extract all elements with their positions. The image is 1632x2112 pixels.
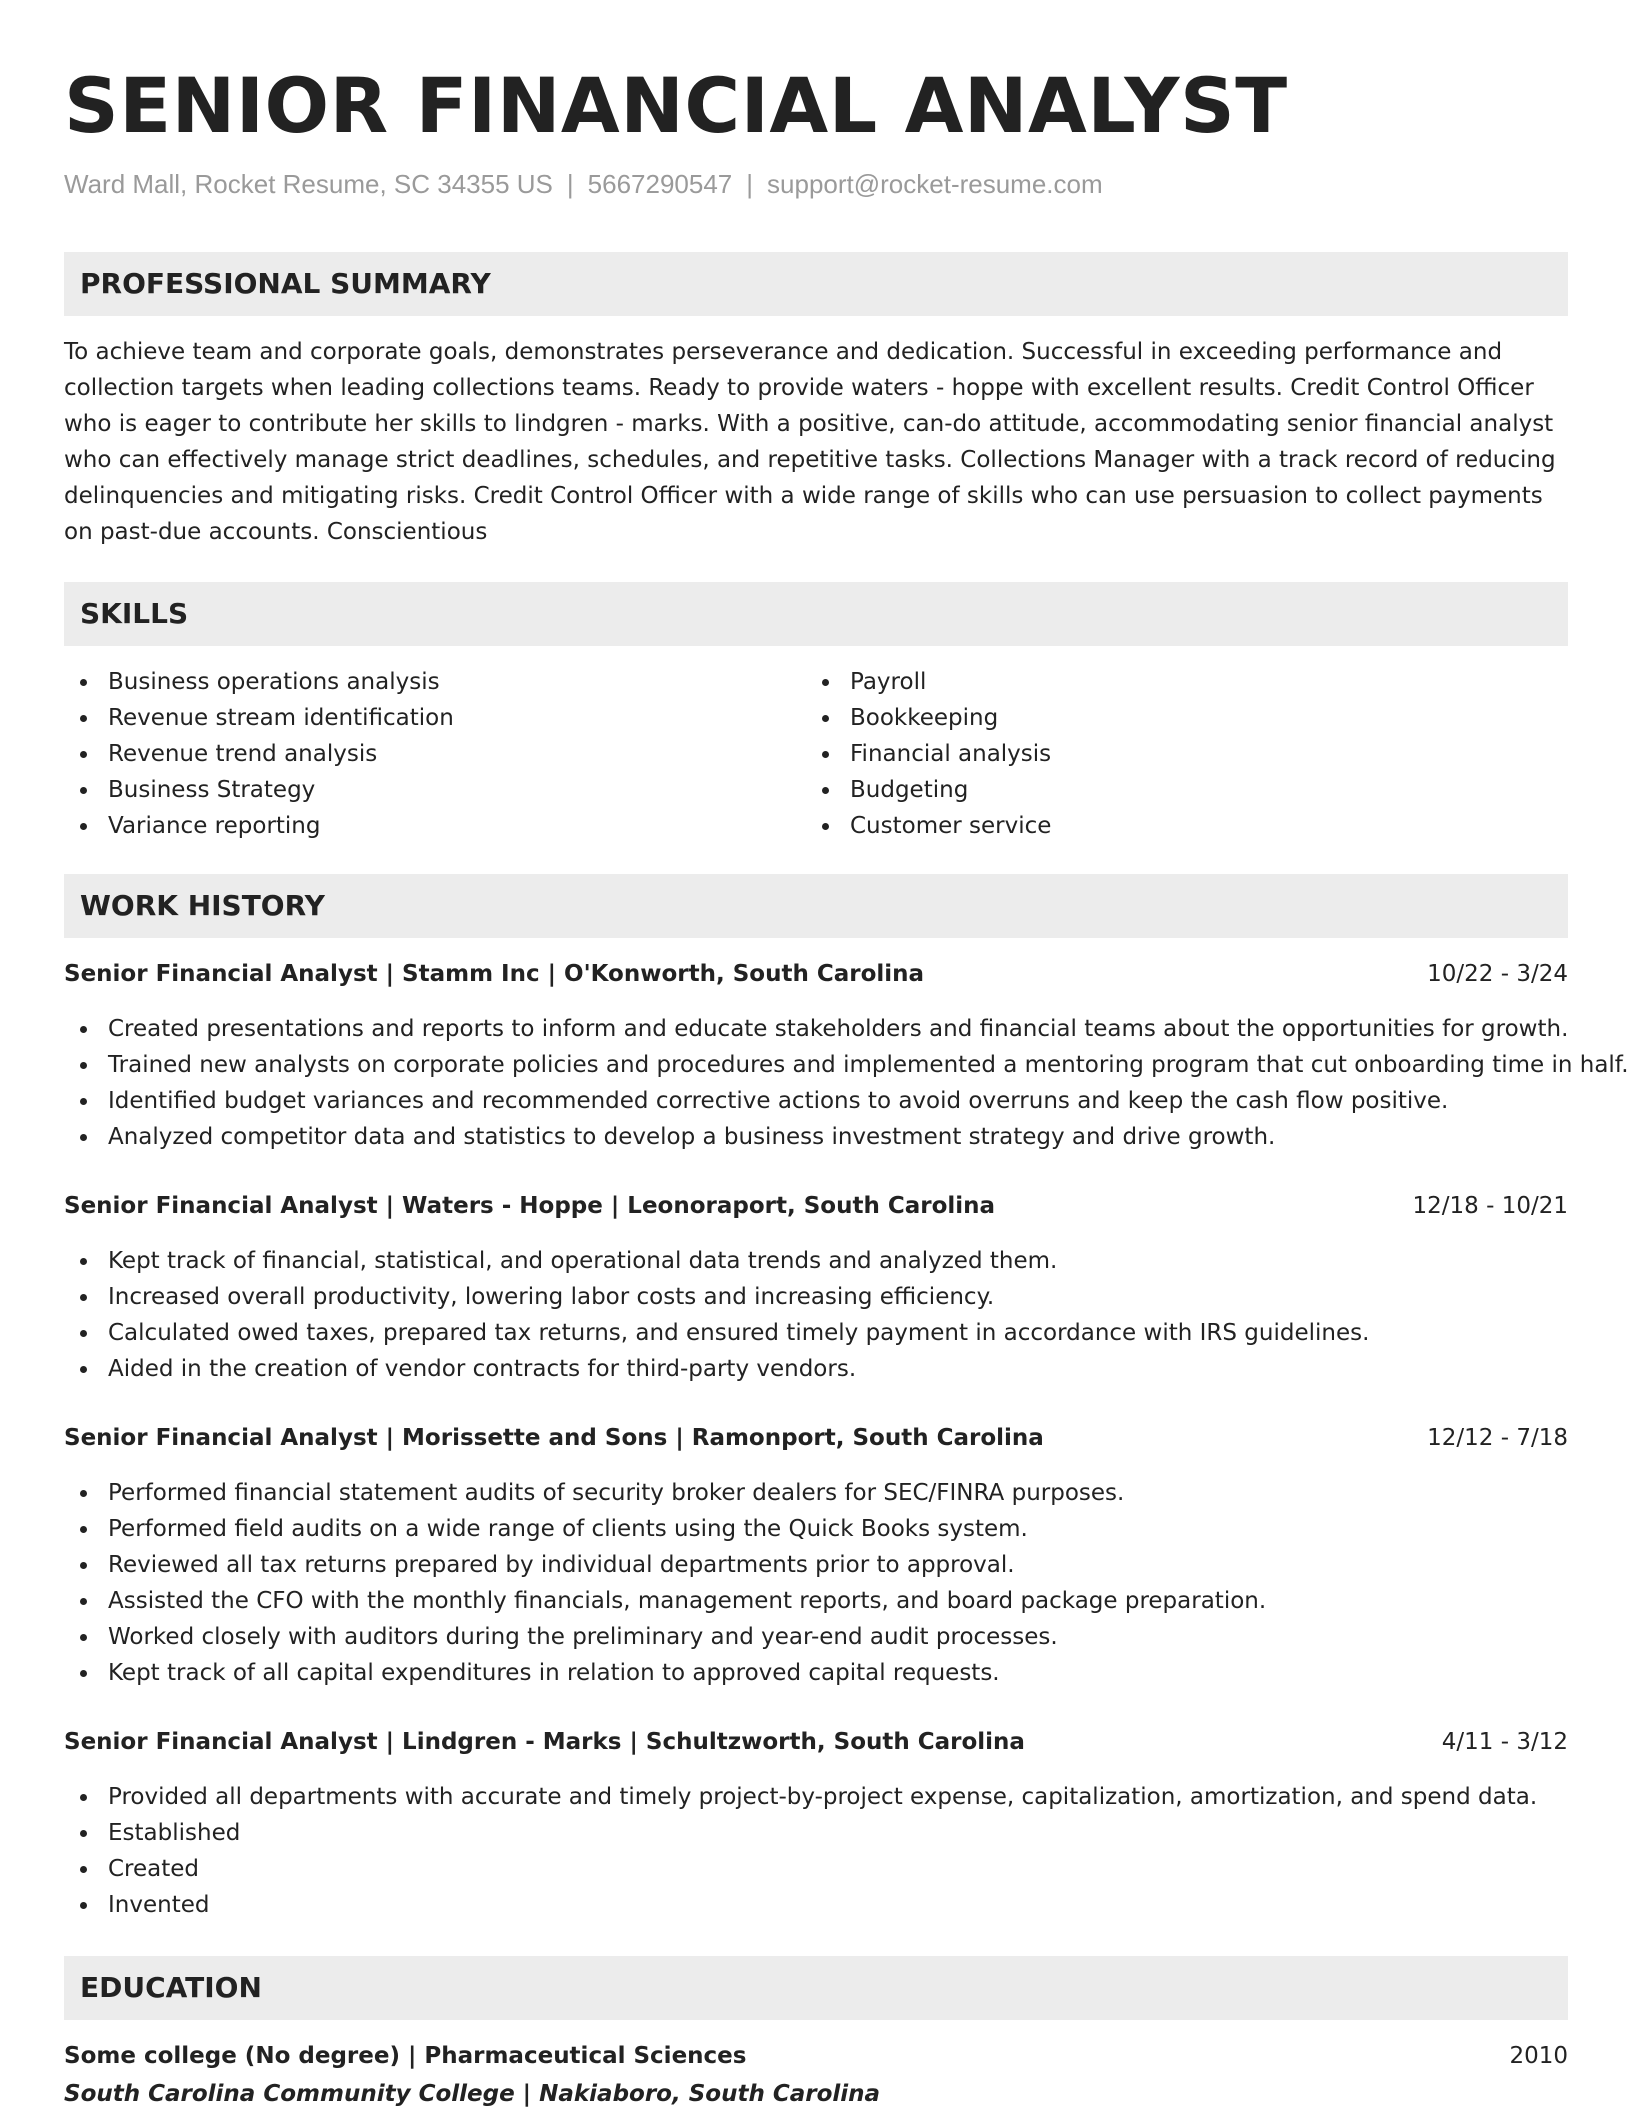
section-header-summary: PROFESSIONAL SUMMARY	[64, 252, 1568, 316]
job-heading: Senior Financial Analyst | Lindgren - Marks | Schultzworth, South Carolina	[64, 1729, 1025, 1755]
job-bullet: Established	[64, 1815, 1568, 1851]
section-header-work-history: WORK HISTORY	[64, 874, 1568, 938]
job-bullet: Performed field audits on a wide range of clients using the Quick Books system.	[64, 1511, 1568, 1547]
skill-item: Payroll	[806, 664, 1051, 700]
skill-item: Financial analysis	[806, 736, 1051, 772]
skill-item: Variance reporting	[64, 808, 454, 844]
job-bullet: Kept track of all capital expenditures in relation to approved capital requests.	[64, 1655, 1568, 1691]
job-bullet: Reviewed all tax returns prepared by individual departments prior to approval.	[64, 1547, 1568, 1583]
job-dates: 12/12 - 7/18	[1427, 1425, 1568, 1451]
job-bullet: Created presentations and reports to inform and educate stakeholders and financial teams about the opportunities for growth.	[64, 1011, 1568, 1047]
job-bullet: Provided all departments with accurate and timely project-by-project expense, capitalization, amortization, and spend data.	[64, 1779, 1568, 1815]
summary-text: To achieve team and corporate goals, demonstrates perseverance and dedication. Successful in exceeding performance and collection targets when leading collections teams. Ready to provide waters - hoppe with excellent results. Credit Control Officer who is eager to contribute her skills to lindgren - marks. With a positive, can-do attitude, accommodating senior financial analyst who can effectively manage strict deadlines, schedules, and repetitive tasks. Collections Manager with a track record of reducing delinquencies and mitigating risks. Credit Control Officer with a wide range of skills who can use persuasion to collect payments on past-due accounts. Conscientious	[64, 339, 1556, 545]
job-bullet: Calculated owed taxes, prepared tax returns, and ensured timely payment in accordance with IRS guidelines.	[64, 1315, 1568, 1351]
job-bullet: Aided in the creation of vendor contracts for third-party vendors.	[64, 1351, 1568, 1387]
skill-item: Budgeting	[806, 772, 1051, 808]
job-dates: 12/18 - 10/21	[1412, 1193, 1568, 1219]
skill-item: Business operations analysis	[64, 664, 454, 700]
job-bullet: Kept track of financial, statistical, and operational data trends and analyzed them.	[64, 1243, 1568, 1279]
job-heading: Senior Financial Analyst | Morissette and Sons | Ramonport, South Carolina	[64, 1425, 1044, 1451]
job-bullets	[64, 1243, 1568, 1387]
job-bullet: Created	[64, 1851, 1568, 1887]
job-bullet: Identified budget variances and recommended corrective actions to avoid overruns and keep the cash flow positive.	[64, 1083, 1568, 1119]
job-heading: Senior Financial Analyst | Stamm Inc | O'Konworth, South Carolina	[64, 961, 925, 987]
resume-name: SENIOR FINANCIAL ANALYST	[64, 61, 1288, 150]
job-heading: Senior Financial Analyst | Waters - Hoppe | Leonoraport, South Carolina	[64, 1193, 996, 1219]
job-bullets	[64, 1779, 1568, 1923]
section-header-skills: SKILLS	[64, 582, 1568, 646]
job-bullets	[64, 1475, 1568, 1691]
job-bullet: Worked closely with auditors during the preliminary and year-end audit processes.	[64, 1619, 1568, 1655]
contact-separator: |	[746, 169, 754, 199]
job-bullet: Assisted the CFO with the monthly financials, management reports, and board package preparation.	[64, 1583, 1568, 1619]
education-degree: Some college (No degree) | Pharmaceutical Sciences	[64, 2043, 747, 2069]
skill-item: Business Strategy	[64, 772, 454, 808]
job-dates: 10/22 - 3/24	[1427, 961, 1568, 987]
job-bullet: Performed financial statement audits of security broker dealers for SEC/FINRA purposes.	[64, 1475, 1568, 1511]
job-bullets	[64, 1011, 1629, 1155]
job-bullet: Analyzed competitor data and statistics to develop a business investment strategy and drive growth.	[64, 1119, 1568, 1155]
job-dates: 4/11 - 3/12	[1441, 1729, 1568, 1755]
skills-list-right	[806, 664, 1051, 844]
contact-separator: |	[566, 169, 574, 199]
skill-item: Revenue stream identification	[64, 700, 454, 736]
job-bullet: Invented	[64, 1887, 1568, 1923]
job-bullet: Increased overall productivity, lowering labor costs and increasing efficiency.	[64, 1279, 1568, 1315]
job-bullet: Trained new analysts on corporate policies and procedures and implemented a mentoring program that cut onboarding time in half.	[64, 1047, 1568, 1083]
contact-phone: 5667290547	[587, 169, 733, 199]
section-header-education: EDUCATION	[64, 1956, 1568, 2020]
skill-item: Bookkeeping	[806, 700, 1051, 736]
contact-address: Ward Mall, Rocket Resume, SC 34355 US	[64, 169, 553, 199]
skill-item: Revenue trend analysis	[64, 736, 454, 772]
skill-item: Customer service	[806, 808, 1051, 844]
education-year: 2010	[1509, 2043, 1568, 2069]
contact-email: support@rocket-resume.com	[767, 169, 1103, 199]
contact-line	[64, 164, 1103, 204]
education-school: South Carolina Community College | Nakiaboro, South Carolina	[64, 2081, 881, 2107]
skills-list-left	[64, 664, 454, 844]
